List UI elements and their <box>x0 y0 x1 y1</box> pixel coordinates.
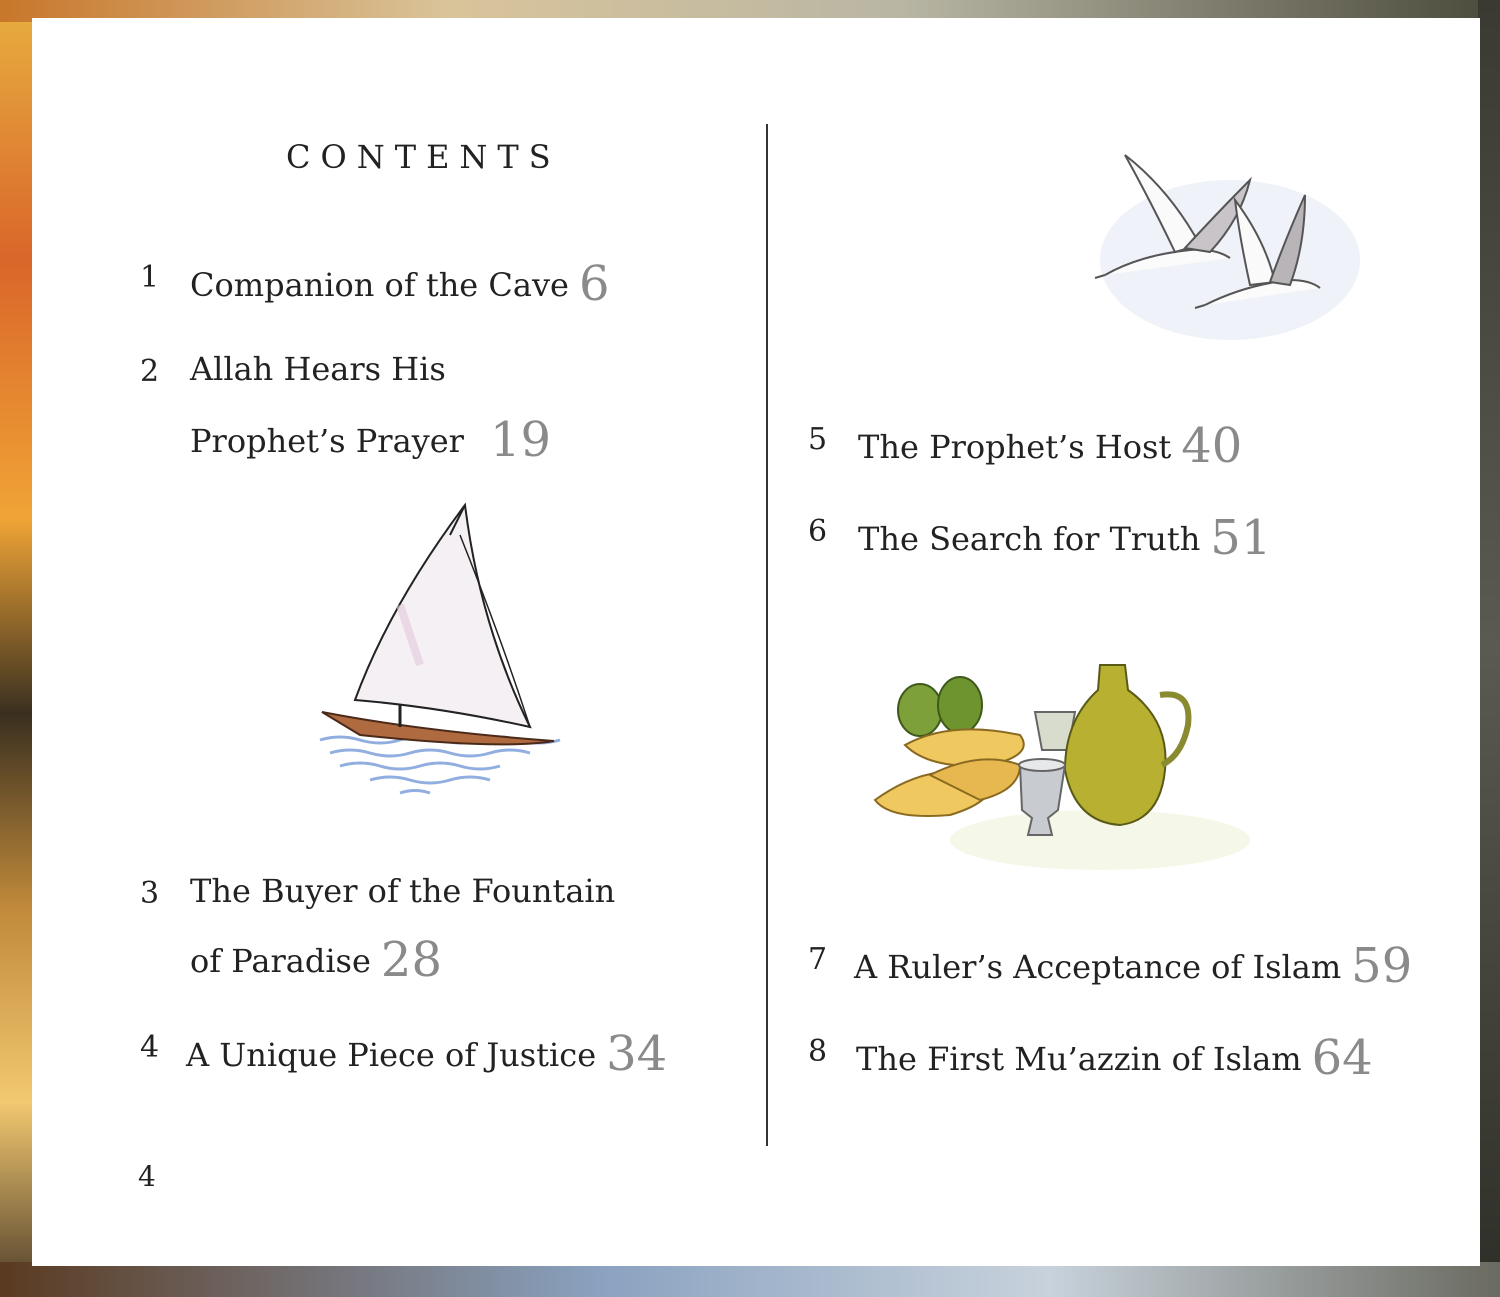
toc-entry-number: 4 <box>140 1030 160 1065</box>
toc-entry-page: 6 <box>578 256 610 312</box>
book-cover-edge-left <box>0 0 32 1297</box>
toc-entry-page: 34 <box>606 1026 668 1082</box>
toc-entry-number: 8 <box>808 1034 828 1069</box>
toc-entry-number: 3 <box>140 876 160 911</box>
toc-entry-8[interactable] <box>808 1030 1448 1086</box>
contents-heading: CONTENTS <box>286 138 561 176</box>
book-cover-edge-right <box>1478 0 1500 1297</box>
toc-entry-5[interactable] <box>808 418 1448 474</box>
toc-entry-number: 7 <box>808 942 828 977</box>
toc-entry-title: The Prophet’s Host 40 <box>858 418 1243 474</box>
page-gutter-divider <box>766 124 768 1146</box>
seagulls-illustration <box>1080 140 1360 360</box>
toc-entry-number: 1 <box>140 260 160 295</box>
toc-entry-title-line1: The Buyer of the Fountain <box>190 872 616 910</box>
still-life-jug-fruit-illustration <box>870 650 1260 880</box>
toc-entry-page: 51 <box>1210 510 1272 566</box>
toc-entry-page: 59 <box>1351 938 1413 994</box>
toc-entry-title-line1: Allah Hears His <box>190 350 446 388</box>
toc-entry-page: 40 <box>1181 418 1243 474</box>
toc-entry-title: The Search for Truth 51 <box>858 510 1272 566</box>
toc-entry-title-line2: Prophet’s Prayer 19 <box>190 412 552 468</box>
page-folio-number: 4 <box>138 1160 156 1193</box>
toc-entry-title: The First Mu’azzin of Islam 64 <box>856 1030 1373 1086</box>
toc-entry-title: Companion of the Cave 6 <box>190 256 610 312</box>
toc-entry-4[interactable] <box>140 1026 740 1082</box>
toc-entry-page: 28 <box>380 932 442 988</box>
toc-entry-number: 5 <box>808 422 828 457</box>
toc-entry-7[interactable] <box>808 938 1448 994</box>
toc-entry-number: 2 <box>140 354 160 389</box>
toc-entry-page: 64 <box>1311 1030 1373 1086</box>
toc-entry-6[interactable] <box>808 510 1448 566</box>
book-cover-edge-bottom <box>0 1262 1500 1297</box>
toc-entry-1[interactable] <box>140 256 700 312</box>
sailboat-illustration <box>300 495 570 815</box>
toc-entry-title-line2: of Paradise 28 <box>190 932 442 988</box>
toc-entry-title: A Ruler’s Acceptance of Islam 59 <box>854 938 1413 994</box>
toc-entry-page: 19 <box>489 412 552 468</box>
toc-entry-number: 6 <box>808 514 828 549</box>
toc-entry-2[interactable] <box>140 350 700 470</box>
toc-entry-title: A Unique Piece of Justice 34 <box>186 1026 668 1082</box>
toc-entry-3[interactable] <box>140 872 740 992</box>
